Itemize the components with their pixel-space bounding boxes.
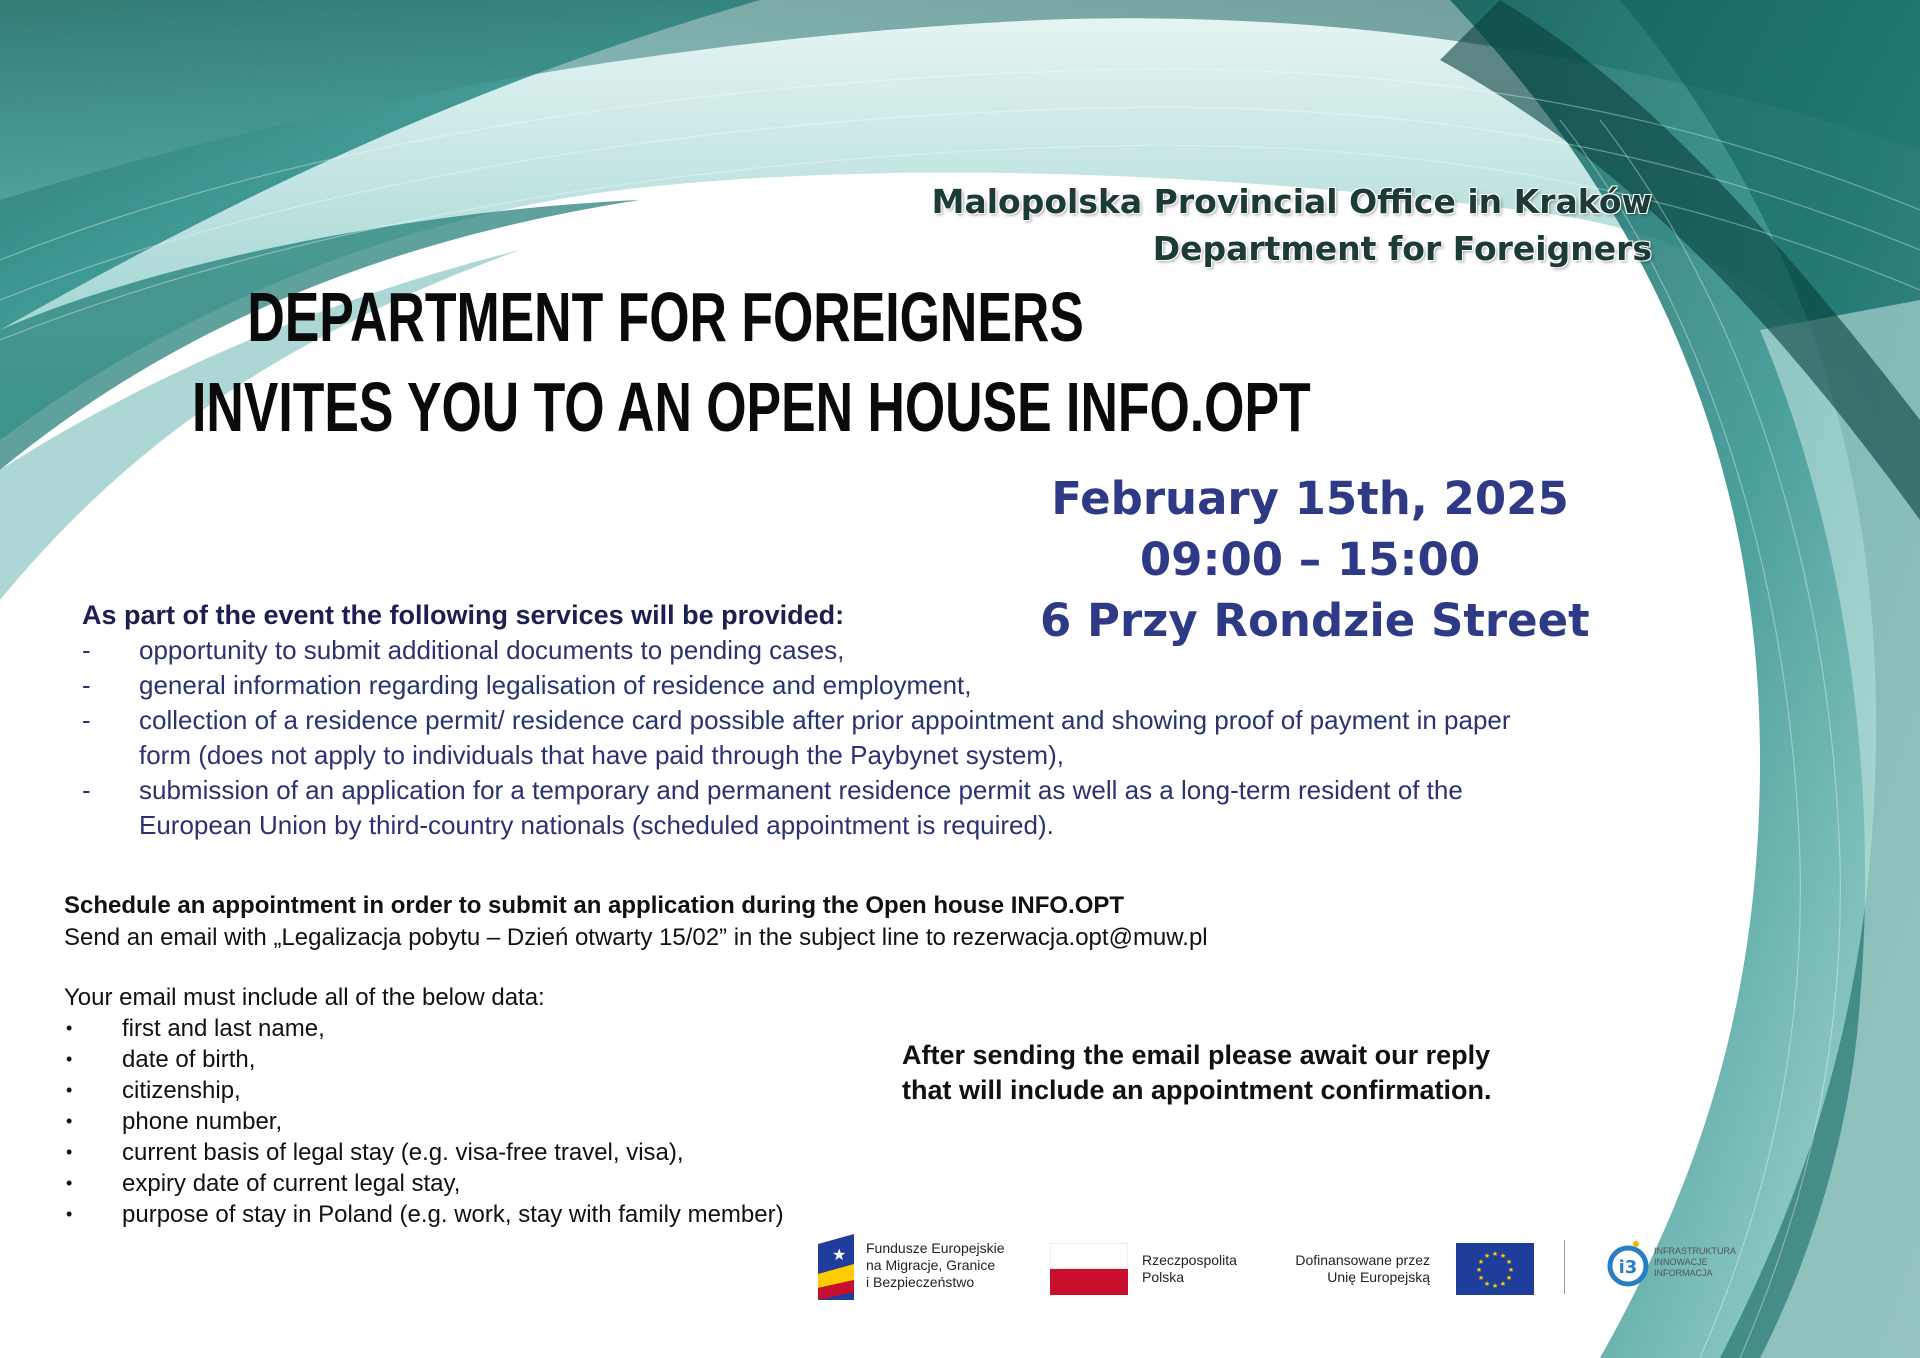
funds-caption-line-1: Fundusze Europejskie <box>866 1240 1005 1256</box>
list-item <box>64 1044 864 1075</box>
list-item <box>82 703 1522 773</box>
list-item <box>82 633 1522 668</box>
list-item <box>64 1137 864 1168</box>
logo-divider <box>1564 1240 1565 1294</box>
reply-note <box>902 1038 1542 1108</box>
requirements-section <box>64 982 864 1230</box>
svg-text:★: ★ <box>1505 1258 1513 1266</box>
svg-text:★: ★ <box>1491 1250 1499 1258</box>
bullet-marker: • <box>66 1204 73 1224</box>
event-time: 09:00 – 15:00 <box>1139 533 1481 586</box>
requirement-text: expiry date of current legal stay, <box>122 1170 461 1197</box>
bullet-marker: • <box>66 1142 73 1162</box>
svg-text:★: ★ <box>1477 1258 1485 1266</box>
svg-text:★: ★ <box>1507 1266 1515 1274</box>
reply-note-line-1: After sending the email please await our reply <box>902 1040 1491 1070</box>
list-item <box>64 1168 864 1199</box>
svg-text:★: ★ <box>1483 1280 1491 1288</box>
services-heading: As part of the event the following services will be provided: <box>82 600 845 630</box>
bullet-marker: • <box>66 1111 73 1131</box>
headline-line-2: INVITES YOU TO AN OPEN HOUSE INFO.OPT <box>192 368 1311 446</box>
infra-emblem-icon <box>1606 1238 1650 1290</box>
eu-flag-icon <box>1456 1243 1534 1295</box>
svg-text:★: ★ <box>1505 1274 1513 1282</box>
service-text: general information regarding legalisation of residence and employment, <box>139 670 972 700</box>
list-item <box>64 1075 864 1106</box>
list-item <box>82 773 1522 843</box>
headline <box>192 272 1311 452</box>
svg-text:★: ★ <box>1477 1274 1485 1282</box>
list-item <box>64 1199 864 1230</box>
svg-text:★: ★ <box>832 1245 847 1264</box>
schedule-heading: Schedule an appointment in order to submit an application during the Open house INFO.OPT <box>64 892 1125 919</box>
dash-marker: - <box>82 775 91 805</box>
list-item <box>64 1106 864 1137</box>
list-item <box>64 1013 864 1044</box>
requirements-list <box>64 1013 864 1230</box>
bullet-marker: • <box>66 1173 73 1193</box>
reply-note-line-2: that will include an appointment confirmation. <box>902 1075 1492 1105</box>
bullet-marker: • <box>66 1049 73 1069</box>
service-text: submission of an application for a temporary and permanent residence permit as well as a long-term resident of the European Union by third-country nationals (scheduled appointment is required). <box>139 775 1463 840</box>
poland-caption-line-2: Polska <box>1142 1269 1185 1285</box>
bullet-marker: • <box>66 1080 73 1100</box>
requirement-text: citizenship, <box>122 1077 241 1104</box>
list-item <box>82 668 1522 703</box>
eu-caption <box>1295 1252 1430 1286</box>
event-address: 6 Przy Rondzie Street <box>1040 594 1590 647</box>
poland-caption-line-1: Rzeczpospolita <box>1142 1252 1237 1268</box>
infra-caption-line-2: INNOWACJE <box>1654 1257 1708 1267</box>
service-text: opportunity to submit additional documents to pending cases, <box>139 635 845 665</box>
dash-marker: - <box>82 635 91 665</box>
office-title <box>932 178 1652 272</box>
services-section <box>82 597 1522 843</box>
requirement-text: purpose of stay in Poland (e.g. work, stay with family member) <box>122 1201 784 1228</box>
svg-text:★: ★ <box>1499 1252 1507 1260</box>
headline-line-1: DEPARTMENT FOR FOREIGNERS <box>247 278 1084 356</box>
funds-emblem-icon <box>818 1234 854 1300</box>
dash-marker: - <box>82 705 91 735</box>
svg-text:★: ★ <box>1491 1282 1499 1290</box>
infra-caption-line-3: INFORMACJA <box>1654 1268 1713 1278</box>
bullet-marker: • <box>66 1018 73 1038</box>
svg-text:★: ★ <box>1483 1252 1491 1260</box>
funds-caption <box>866 1240 1005 1291</box>
funds-caption-line-2: na Migracje, Granice <box>866 1257 996 1273</box>
services-list <box>82 633 1522 843</box>
service-text: collection of a residence permit/ residence card possible after prior appointment and showing proof of payment in paper form (does not apply to individuals that have paid through the Paybynet system), <box>139 705 1511 770</box>
office-name: Malopolska Provincial Office in Kraków <box>931 182 1652 221</box>
poland-flag-icon <box>1050 1243 1128 1295</box>
schedule-section <box>64 890 1264 954</box>
requirement-text: phone number, <box>122 1108 283 1135</box>
event-date: February 15th, 2025 <box>1051 472 1569 525</box>
svg-text:★: ★ <box>1475 1266 1483 1274</box>
requirement-text: date of birth, <box>122 1046 256 1073</box>
funds-caption-line-3: i Bezpieczeństwo <box>866 1274 975 1290</box>
sponsor-logos <box>818 1234 1738 1306</box>
dash-marker: - <box>82 670 91 700</box>
svg-text:i3: i3 <box>1618 1257 1638 1278</box>
eu-caption-line-1: Dofinansowane przez <box>1295 1252 1430 1268</box>
eu-caption-line-2: Unię Europejską <box>1327 1269 1430 1285</box>
poland-caption <box>1142 1252 1237 1286</box>
svg-text:★: ★ <box>1499 1280 1507 1288</box>
office-department: Department for Foreigners <box>1152 229 1652 268</box>
infra-caption-line-1: INFRASTRUKTURA <box>1654 1246 1737 1256</box>
schedule-instruction: Send an email with „Legalizacja pobytu – Dzień otwarty 15/02” in the subject line to rezerwacja.opt@muw.pl <box>64 924 1208 951</box>
infra-caption <box>1654 1246 1736 1279</box>
requirements-heading: Your email must include all of the below data: <box>64 984 545 1011</box>
requirement-text: current basis of legal stay (e.g. visa-free travel, visa), <box>122 1139 684 1166</box>
requirement-text: first and last name, <box>122 1015 325 1042</box>
